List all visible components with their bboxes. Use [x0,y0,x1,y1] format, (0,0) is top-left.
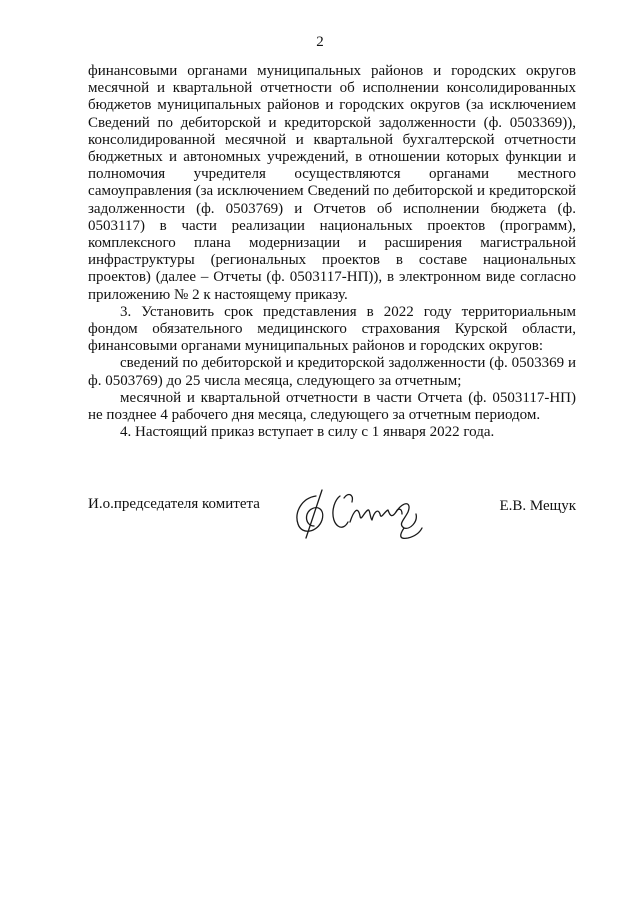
paragraph-continuation: финансовыми органами муниципальных районов и городских округов месячной и квартальной отчетности об исполнении консолидированных бюджетов муниципальных районов и городских округов (за исключением Сведений по дебиторской и кредиторской задолженности (ф. 0503369)), консолидированной месячной и квартальной бухгалтерской отчетности бюджетных и автономных учреждений, в отношении которых функции и полномочия учредителя осуществляются органами местного самоуправления (за исключением Сведений по дебиторской и кредиторской задолженности (ф. 0503769) и Отчетов об исполнении бюджета (ф. 0503117) в части реализации национальных проектов (программ), комплексного плана модернизации и расширения магистральной инфраструктуры (региональных проектов в составе национальных проектов) (далее – Отчеты (ф. 0503117-НП)), в электронном виде согласно приложению № 2 к настоящему приказу. [88,63,576,303]
page-number: 2 [316,34,324,50]
signatory-position: И.о.председателя комитета [88,496,260,512]
signatory-name: Е.В. Мещук [499,498,576,514]
paragraph-item-4: 4. Настоящий приказ вступает в силу с 1 января 2022 года. [120,424,495,441]
handwritten-signature [288,482,428,542]
signature-block [88,490,576,550]
paragraph-item-3: 3. Установить срок представления в 2022 году территориальным фондом обязательного медицинского страхования Курской области, финансовыми органами муниципальных районов и городских округов: [88,303,576,355]
paragraph-item-3-sub-2: месячной и квартальной отчетности в части Отчета (ф. 0503117-НП) не позднее 4 рабочего дня месяца, следующего за отчетным периодом. [88,389,576,424]
document-body [88,63,576,441]
paragraph-item-3-sub-1: сведений по дебиторской и кредиторской задолженности (ф. 0503369 и ф. 0503769) до 25 числа месяца, следующего за отчетным; [88,355,576,389]
